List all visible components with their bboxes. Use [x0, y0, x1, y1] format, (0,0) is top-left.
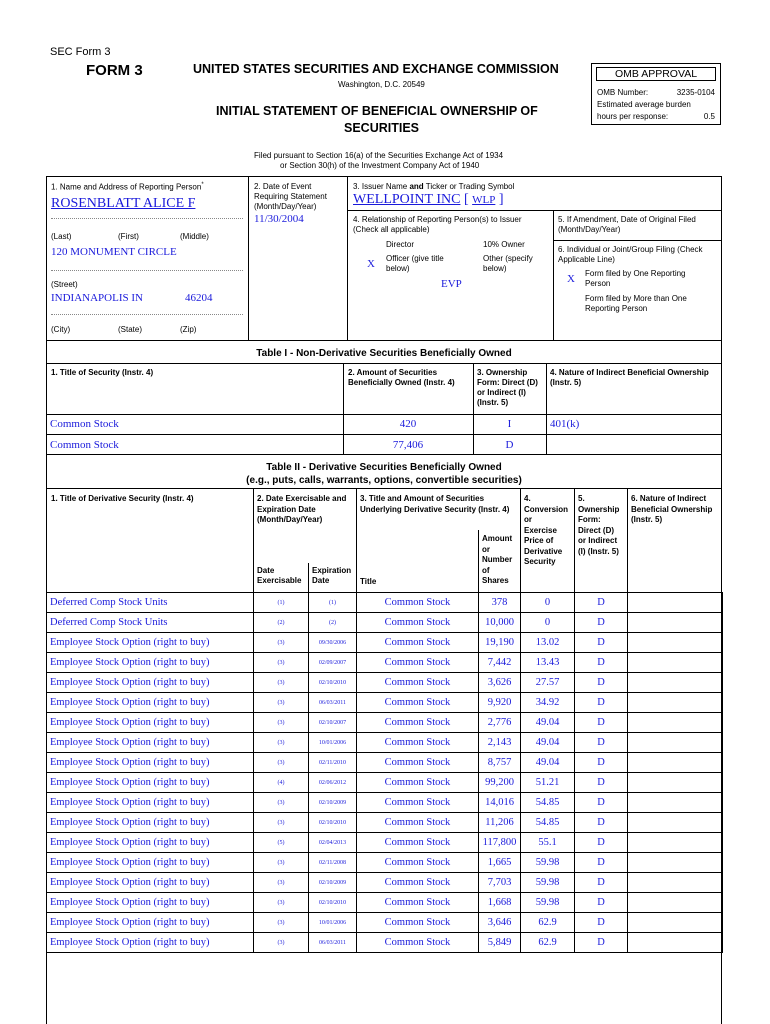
table1-col4-header: 4. Nature of Indirect Beneficial Ownership (Instr. 5) [550, 368, 709, 387]
table2-cell-derivative-title: Employee Stock Option (right to buy) [47, 753, 254, 773]
table2-cell-underlying-title: Common Stock [357, 813, 479, 833]
table2-cell-ownership-form: D [575, 933, 628, 953]
table2-cell-ownership-form: D [575, 713, 628, 733]
omb-number-value: 3235-0104 [676, 88, 715, 97]
owner-label: 10% Owner [483, 240, 525, 249]
statement-title-line1: INITIAL STATEMENT OF BENEFICIAL OWNERSHIP OF [216, 104, 538, 118]
table2-row [47, 613, 723, 633]
table2-cell-expiration-date: 02/10/2009 [309, 793, 357, 813]
zip-label: (Zip) [180, 325, 197, 334]
table2-cell-underlying-title: Common Stock [357, 673, 479, 693]
table1-col2-header: 2. Amount of Securities Beneficially Owned (Instr. 4) [348, 368, 455, 387]
table2-cell-ownership-form: D [575, 653, 628, 673]
table2-cell-ownership-form: D [575, 853, 628, 873]
table2-cell-date-exercisable: (3) [254, 673, 309, 693]
table2-col3-header: 3. Title and Amount of Securities Underlying Derivative Security (Instr. 4) [360, 494, 510, 514]
table2-cell-date-exercisable: (3) [254, 873, 309, 893]
omb-approval-box [591, 63, 721, 125]
box3-label: 3. Issuer Name and Ticker or Trading Symbol [353, 182, 515, 191]
table2-cell-nature-indirect [628, 773, 723, 793]
first-label: (First) [118, 232, 139, 241]
table2-cell-date-exercisable: (3) [254, 633, 309, 653]
table2-cell-shares-amount: 2,776 [479, 713, 521, 733]
table2-cell-nature-indirect [628, 693, 723, 713]
omb-hours-value: 0.5 [703, 112, 715, 121]
table2-cell-ownership-form: D [575, 773, 628, 793]
table2-col6-header: 6. Nature of Indirect Beneficial Ownership (Instr. 5) [631, 494, 713, 524]
table2-cell-date-exercisable: (3) [254, 853, 309, 873]
table2-row [47, 593, 723, 613]
table2-row [47, 913, 723, 933]
ticker-link[interactable]: WLP [472, 194, 496, 206]
table2-cell-exercise-price: 55.1 [521, 833, 575, 853]
table2-cell-shares-amount: 3,646 [479, 913, 521, 933]
table2-cell-underlying-title: Common Stock [357, 853, 479, 873]
table2-cell-nature-indirect [628, 813, 723, 833]
table2-cell-expiration-date: 02/04/2013 [309, 833, 357, 853]
table2-cell-nature-indirect [628, 733, 723, 753]
table2-cell-shares-amount: 11,206 [479, 813, 521, 833]
table2-cell-derivative-title: Employee Stock Option (right to buy) [47, 933, 254, 953]
table1-title: Table I - Non-Derivative Securities Beneficially Owned [256, 348, 512, 359]
table2-cell-derivative-title: Employee Stock Option (right to buy) [47, 853, 254, 873]
table2-cell-expiration-date: 02/10/2007 [309, 713, 357, 733]
table2-cell-exercise-price: 13.43 [521, 653, 575, 673]
table2-cell-expiration-date: 10/01/2006 [309, 913, 357, 933]
table2-cell-nature-indirect [628, 833, 723, 853]
table2-cell-nature-indirect [628, 673, 723, 693]
table2-cell-underlying-title: Common Stock [357, 873, 479, 893]
table2-cell-date-exercisable: (3) [254, 913, 309, 933]
table2-title: Table II - Derivative Securities Beneficially Owned (e.g., puts, calls, warrants, options, convertible securities) [246, 462, 522, 486]
issuer-link[interactable]: WELLPOINT INC [353, 192, 461, 207]
table2-cell-derivative-title: Employee Stock Option (right to buy) [47, 653, 254, 673]
table2-cell-underlying-title: Common Stock [357, 713, 479, 733]
table2-row [47, 713, 723, 733]
table2-cell-nature-indirect [628, 913, 723, 933]
table2-cell-derivative-title: Employee Stock Option (right to buy) [47, 733, 254, 753]
table2-cell-exercise-price: 27.57 [521, 673, 575, 693]
table2-row [47, 833, 723, 853]
table2-cell-nature-indirect [628, 853, 723, 873]
table2-cell-exercise-price: 62.9 [521, 913, 575, 933]
table2-cell-expiration-date: 02/10/2009 [309, 873, 357, 893]
table2-cell-expiration-date: (2) [309, 613, 357, 633]
commission-title: UNITED STATES SECURITIES AND EXCHANGE COMMISSION [193, 62, 559, 76]
table1-row1-form: I [507, 418, 512, 430]
table2-cell-shares-amount: 117,800 [479, 833, 521, 853]
commission-location: Washington, D.C. 20549 [338, 80, 425, 89]
reporting-person-name-link[interactable]: ROSENBLATT ALICE F [51, 196, 196, 211]
table2-col5-header: 5. Ownership Form: Direct (D) or Indirect (I) (Instr. 5) [578, 494, 620, 556]
table2-cell-expiration-date: (1) [309, 593, 357, 613]
table2-row [47, 753, 723, 773]
table2-row [47, 773, 723, 793]
table1-col3-header: 3. Ownership Form: Direct (D) or Indirect (I) (Instr. 5) [477, 368, 538, 407]
filing-check-mark: X [567, 273, 575, 285]
table2-cell-ownership-form: D [575, 893, 628, 913]
table2-cell-shares-amount: 9,920 [479, 693, 521, 713]
table2-cell-derivative-title: Employee Stock Option (right to buy) [47, 633, 254, 653]
table2-cell-date-exercisable: (3) [254, 793, 309, 813]
table2-cell-exercise-price: 54.85 [521, 793, 575, 813]
table2-cell-ownership-form: D [575, 593, 628, 613]
table2-cell-expiration-date: 09/30/2006 [309, 633, 357, 653]
table1-row2-amount: 77,406 [392, 439, 424, 451]
table2-col2-expiration-date: Expiration Date [312, 566, 352, 585]
city-label: (City) [51, 325, 71, 334]
table2-cell-nature-indirect [628, 793, 723, 813]
table2-cell-shares-amount: 19,190 [479, 633, 521, 653]
table2-cell-exercise-price: 0 [521, 593, 575, 613]
officer-check-mark: X [367, 258, 375, 270]
other-label: Other (specify below) [483, 254, 533, 273]
table2-cell-exercise-price: 51.21 [521, 773, 575, 793]
table2-cell-underlying-title: Common Stock [357, 633, 479, 653]
table2-cell-expiration-date: 02/09/2007 [309, 653, 357, 673]
table2-cell-shares-amount: 99,200 [479, 773, 521, 793]
table2-cell-nature-indirect [628, 633, 723, 653]
table2-cell-date-exercisable: (3) [254, 733, 309, 753]
table2-cell-shares-amount: 7,442 [479, 653, 521, 673]
table2-cell-ownership-form: D [575, 833, 628, 853]
table2-row [47, 873, 723, 893]
table2-cell-exercise-price: 59.98 [521, 853, 575, 873]
table2-row [47, 633, 723, 653]
table2-cell-underlying-title: Common Stock [357, 653, 479, 673]
table2-cell-derivative-title: Employee Stock Option (right to buy) [47, 773, 254, 793]
table2-cell-underlying-title: Common Stock [357, 793, 479, 813]
table2-col1-header: 1. Title of Derivative Security (Instr. 4) [51, 494, 194, 503]
table2-cell-underlying-title: Common Stock [357, 913, 479, 933]
box1-label: 1. Name and Address of Reporting Person* [51, 182, 204, 192]
director-label: Director [386, 240, 415, 249]
table2-cell-shares-amount: 5,849 [479, 933, 521, 953]
table2-cell-exercise-price: 59.98 [521, 893, 575, 913]
table2-cell-derivative-title: Employee Stock Option (right to buy) [47, 833, 254, 853]
table2-cell-date-exercisable: (2) [254, 613, 309, 633]
table2-row [47, 693, 723, 713]
table2-cell-derivative-title: Employee Stock Option (right to buy) [47, 813, 254, 833]
table2-cell-expiration-date: 02/10/2010 [309, 893, 357, 913]
table2-cell-exercise-price: 59.98 [521, 873, 575, 893]
table2-cell-derivative-title: Deferred Comp Stock Units [47, 613, 254, 633]
table2-cell-shares-amount: 10,000 [479, 613, 521, 633]
table2-cell-exercise-price: 0 [521, 613, 575, 633]
table1-col1-header: 1. Title of Security (Instr. 4) [51, 368, 154, 377]
table2-cell-derivative-title: Employee Stock Option (right to buy) [47, 913, 254, 933]
table1-row1-nature: 401(k) [550, 418, 580, 430]
table2-cell-shares-amount: 3,626 [479, 673, 521, 693]
table2-cell-date-exercisable: (3) [254, 693, 309, 713]
table2-cell-date-exercisable: (4) [254, 773, 309, 793]
middle-label: (Middle) [180, 232, 209, 241]
issuer-name: WELLPOINT INC [ WLP ] [353, 192, 504, 207]
omb-number-label: OMB Number: [597, 88, 649, 97]
table2-cell-date-exercisable: (1) [254, 593, 309, 613]
table2-cell-expiration-date: 10/01/2006 [309, 733, 357, 753]
table2-cell-derivative-title: Employee Stock Option (right to buy) [47, 873, 254, 893]
table2-cell-underlying-title: Common Stock [357, 753, 479, 773]
event-date-value: 11/30/2004 [254, 213, 304, 225]
table2-row [47, 733, 723, 753]
table2-row [47, 813, 723, 833]
table2-cell-expiration-date: 02/11/2008 [309, 853, 357, 873]
omb-burden-label: Estimated average burden [597, 100, 691, 109]
table2-cell-expiration-date: 02/10/2010 [309, 673, 357, 693]
table2-cell-expiration-date: 02/11/2010 [309, 753, 357, 773]
table2-cell-derivative-title: Employee Stock Option (right to buy) [47, 713, 254, 733]
filed-by-more-label: Form filed by More than One Reporting Person [585, 294, 687, 313]
table2-row [47, 653, 723, 673]
table2-cell-derivative-title: Employee Stock Option (right to buy) [47, 893, 254, 913]
table2-cell-shares-amount: 1,665 [479, 853, 521, 873]
table2-cell-exercise-price: 34.92 [521, 693, 575, 713]
table1-row2-form: D [505, 439, 514, 451]
form-title: FORM 3 [86, 62, 143, 79]
statement-title-line2: SECURITIES [344, 121, 420, 135]
table2-cell-exercise-price: 49.04 [521, 713, 575, 733]
filed-by-one-label: Form filed by One Reporting Person [585, 269, 686, 288]
table2-col2-header: 2. Date Exercisable and Expiration Date (Month/Day/Year) [257, 494, 347, 524]
city-state-value: INDIANAPOLIS IN [51, 292, 143, 304]
box6-label: 6. Individual or Joint/Group Filing (Check Applicable Line) [558, 245, 703, 264]
table2-cell-exercise-price: 54.85 [521, 813, 575, 833]
table2-cell-underlying-title: Common Stock [357, 733, 479, 753]
table2-cell-underlying-title: Common Stock [357, 833, 479, 853]
omb-approval-title: OMB APPROVAL [596, 67, 716, 81]
table2-cell-exercise-price: 49.04 [521, 753, 575, 773]
table2-row [47, 793, 723, 813]
table2-cell-exercise-price: 13.02 [521, 633, 575, 653]
table1-row2-title: Common Stock [50, 439, 119, 451]
last-label: (Last) [51, 232, 72, 241]
table2-cell-expiration-date: 02/10/2010 [309, 813, 357, 833]
table2-cell-date-exercisable: (3) [254, 653, 309, 673]
table2-cell-nature-indirect [628, 593, 723, 613]
table2-cell-nature-indirect [628, 893, 723, 913]
table1-row1-amount: 420 [399, 418, 417, 430]
table2-cell-underlying-title: Common Stock [357, 773, 479, 793]
table2-cell-ownership-form: D [575, 733, 628, 753]
table2-col2-date-exercisable: Date Exercisable [257, 566, 302, 585]
address-value: 120 MONUMENT CIRCLE [51, 246, 177, 258]
table1-row1-title: Common Stock [50, 418, 119, 430]
table2-cell-ownership-form: D [575, 693, 628, 713]
table2-cell-shares-amount: 7,703 [479, 873, 521, 893]
table2-cell-underlying-title: Common Stock [357, 933, 479, 953]
table2-cell-nature-indirect [628, 933, 723, 953]
table2-cell-shares-amount: 2,143 [479, 733, 521, 753]
table2-cell-date-exercisable: (3) [254, 713, 309, 733]
table2-row [47, 673, 723, 693]
table2-cell-ownership-form: D [575, 873, 628, 893]
table2-col4-header: 4. Conversion or Exercise Price of Derivative Security [524, 494, 569, 566]
street-label: (Street) [51, 280, 78, 289]
table2-col3-amount: Amount or Number of Shares [482, 534, 513, 585]
table2-cell-ownership-form: D [575, 793, 628, 813]
table2-body [46, 592, 723, 953]
box5-label: 5. If Amendment, Date of Original Filed (Month/Day/Year) [558, 215, 696, 234]
table2-cell-ownership-form: D [575, 753, 628, 773]
table2-cell-shares-amount: 14,016 [479, 793, 521, 813]
officer-title-value: EVP [441, 278, 462, 290]
table2-cell-underlying-title: Common Stock [357, 593, 479, 613]
box4-label: 4. Relationship of Reporting Person(s) to Issuer (Check all applicable) [353, 215, 522, 234]
box2-label: 2. Date of Event Requiring Statement (Month/Day/Year) [254, 182, 327, 211]
table2-cell-ownership-form: D [575, 613, 628, 633]
table2-cell-ownership-form: D [575, 913, 628, 933]
table2-cell-nature-indirect [628, 613, 723, 633]
table2-cell-underlying-title: Common Stock [357, 613, 479, 633]
table2-row [47, 893, 723, 913]
table2-cell-nature-indirect [628, 873, 723, 893]
state-label: (State) [118, 325, 143, 334]
table2-cell-expiration-date: 02/06/2012 [309, 773, 357, 793]
table2-cell-ownership-form: D [575, 813, 628, 833]
table2-cell-shares-amount: 1,668 [479, 893, 521, 913]
table2-cell-date-exercisable: (3) [254, 813, 309, 833]
table2-cell-ownership-form: D [575, 633, 628, 653]
table2-cell-derivative-title: Employee Stock Option (right to buy) [47, 793, 254, 813]
table2-cell-derivative-title: Deferred Comp Stock Units [47, 593, 254, 613]
zip-value: 46204 [185, 292, 213, 304]
table2-cell-underlying-title: Common Stock [357, 693, 479, 713]
table2-cell-expiration-date: 06/03/2011 [309, 693, 357, 713]
table2-cell-nature-indirect [628, 753, 723, 773]
table2-cell-underlying-title: Common Stock [357, 893, 479, 913]
omb-hours-label: hours per response: [597, 112, 669, 121]
table2-cell-exercise-price: 62.9 [521, 933, 575, 953]
table2-cell-derivative-title: Employee Stock Option (right to buy) [47, 673, 254, 693]
table2-cell-derivative-title: Employee Stock Option (right to buy) [47, 693, 254, 713]
table2-cell-nature-indirect [628, 653, 723, 673]
table2-col3-title: Title [360, 577, 377, 586]
table2-cell-exercise-price: 49.04 [521, 733, 575, 753]
table2-cell-expiration-date: 06/03/2011 [309, 933, 357, 953]
sec-form-label: SEC Form 3 [50, 46, 111, 58]
table2-row [47, 853, 723, 873]
filed-pursuant-line2: or Section 30(h) of the Investment Company Act of 1940 [280, 161, 480, 170]
filed-pursuant-line1: Filed pursuant to Section 16(a) of the Securities Exchange Act of 1934 [254, 151, 504, 160]
table2-cell-nature-indirect [628, 713, 723, 733]
table2-cell-date-exercisable: (3) [254, 933, 309, 953]
table2-cell-date-exercisable: (3) [254, 753, 309, 773]
table2-row [47, 933, 723, 953]
officer-label: Officer (give title below) [386, 254, 444, 273]
table2-cell-ownership-form: D [575, 673, 628, 693]
table2-cell-date-exercisable: (3) [254, 893, 309, 913]
table2-cell-shares-amount: 8,757 [479, 753, 521, 773]
table2-cell-shares-amount: 378 [479, 593, 521, 613]
table2-cell-date-exercisable: (5) [254, 833, 309, 853]
